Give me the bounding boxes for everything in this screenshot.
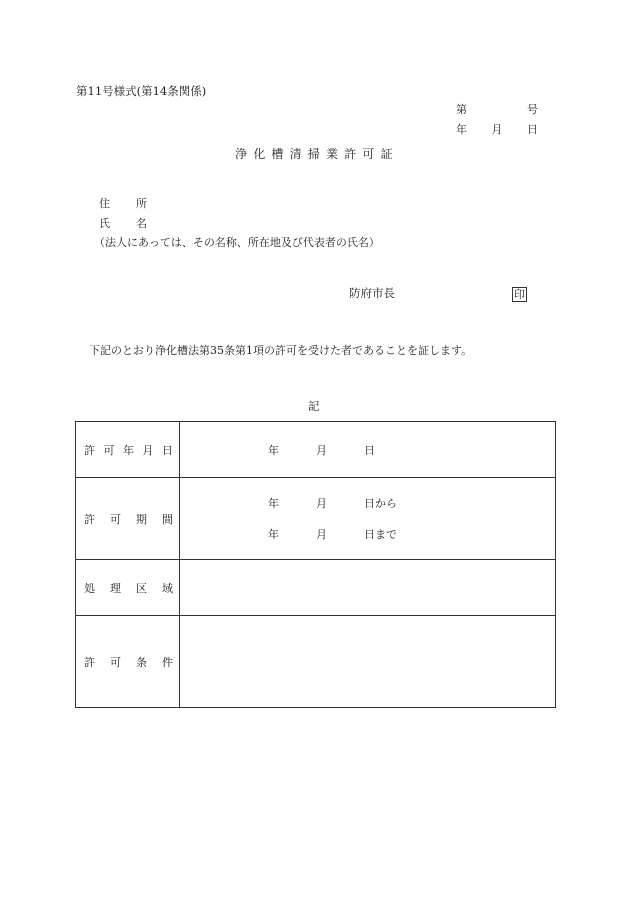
label-cell — [76, 616, 180, 708]
issue-date-month: 月 — [491, 123, 503, 136]
form-number: 第11号様式(第14条関係) — [76, 84, 207, 98]
permit-date-year: 年 — [268, 444, 279, 457]
label-char: 許 — [84, 443, 95, 457]
period-from-month: 月 — [316, 497, 327, 510]
label-char: 名 — [136, 217, 147, 230]
row-label-permit-period — [84, 511, 173, 527]
label-char: 条 — [136, 655, 147, 669]
table-row — [76, 478, 556, 560]
value-cell — [180, 478, 556, 560]
permit-date-month: 月 — [316, 444, 327, 457]
period-to-day: 日まで — [364, 528, 397, 541]
label-char: 処 — [84, 581, 95, 595]
permit-date-day: 日 — [364, 444, 375, 457]
seal-mark: 印 — [514, 288, 525, 301]
row-label-permit-date — [84, 442, 173, 458]
number-prefix: 第 — [456, 103, 467, 116]
permit-conditions-value — [180, 616, 556, 708]
row-label-permit-conditions — [84, 654, 173, 670]
record-heading: 記 — [308, 399, 320, 413]
label-char: 可 — [110, 512, 121, 526]
issue-date-day: 日 — [527, 123, 538, 136]
label-char: 年 — [123, 443, 134, 457]
document-title: 浄化槽清掃業許可証 — [235, 147, 399, 161]
table-row — [76, 560, 556, 616]
official-seal — [512, 287, 527, 302]
issue-date-year: 年 — [456, 123, 467, 136]
label-char: 件 — [162, 655, 173, 669]
label-char: 区 — [136, 581, 147, 595]
label-char: 期 — [136, 512, 147, 526]
label-char: 理 — [110, 581, 121, 595]
service-area-value — [180, 560, 556, 616]
period-from-day: 日から — [364, 497, 397, 510]
label-cell — [76, 422, 180, 478]
period-from-year: 年 — [268, 497, 279, 510]
label-char: 域 — [162, 581, 173, 595]
applicant-note: （法人にあっては、その名称、所在地及び代表者の氏名） — [94, 236, 380, 249]
table-row — [76, 422, 556, 478]
label-cell — [76, 478, 180, 560]
number-suffix: 号 — [527, 103, 538, 116]
label-char: 月 — [142, 443, 154, 457]
label-char: 氏 — [99, 217, 110, 230]
address-label — [99, 198, 147, 209]
value-cell — [180, 422, 556, 478]
name-label — [99, 218, 147, 229]
certification-text: 下記のとおり浄化槽法第35条第1項の許可を受けた者であることを証します。 — [89, 344, 473, 357]
label-char: 所 — [136, 197, 147, 210]
label-char: 許 — [84, 512, 95, 526]
label-char: 可 — [110, 655, 121, 669]
table-row — [76, 616, 556, 708]
document-number — [456, 104, 538, 115]
label-char: 日 — [162, 443, 173, 457]
row-label-service-area — [84, 580, 173, 596]
issue-date — [456, 124, 538, 135]
period-to-year: 年 — [268, 528, 279, 541]
label-cell — [76, 560, 180, 616]
issuer-title: 防府市長 — [349, 286, 395, 300]
label-char: 許 — [84, 655, 95, 669]
label-char: 間 — [162, 512, 173, 526]
permit-details-table — [75, 421, 556, 708]
label-char: 可 — [103, 443, 115, 457]
label-char: 住 — [99, 197, 110, 210]
period-to-month: 月 — [316, 528, 327, 541]
